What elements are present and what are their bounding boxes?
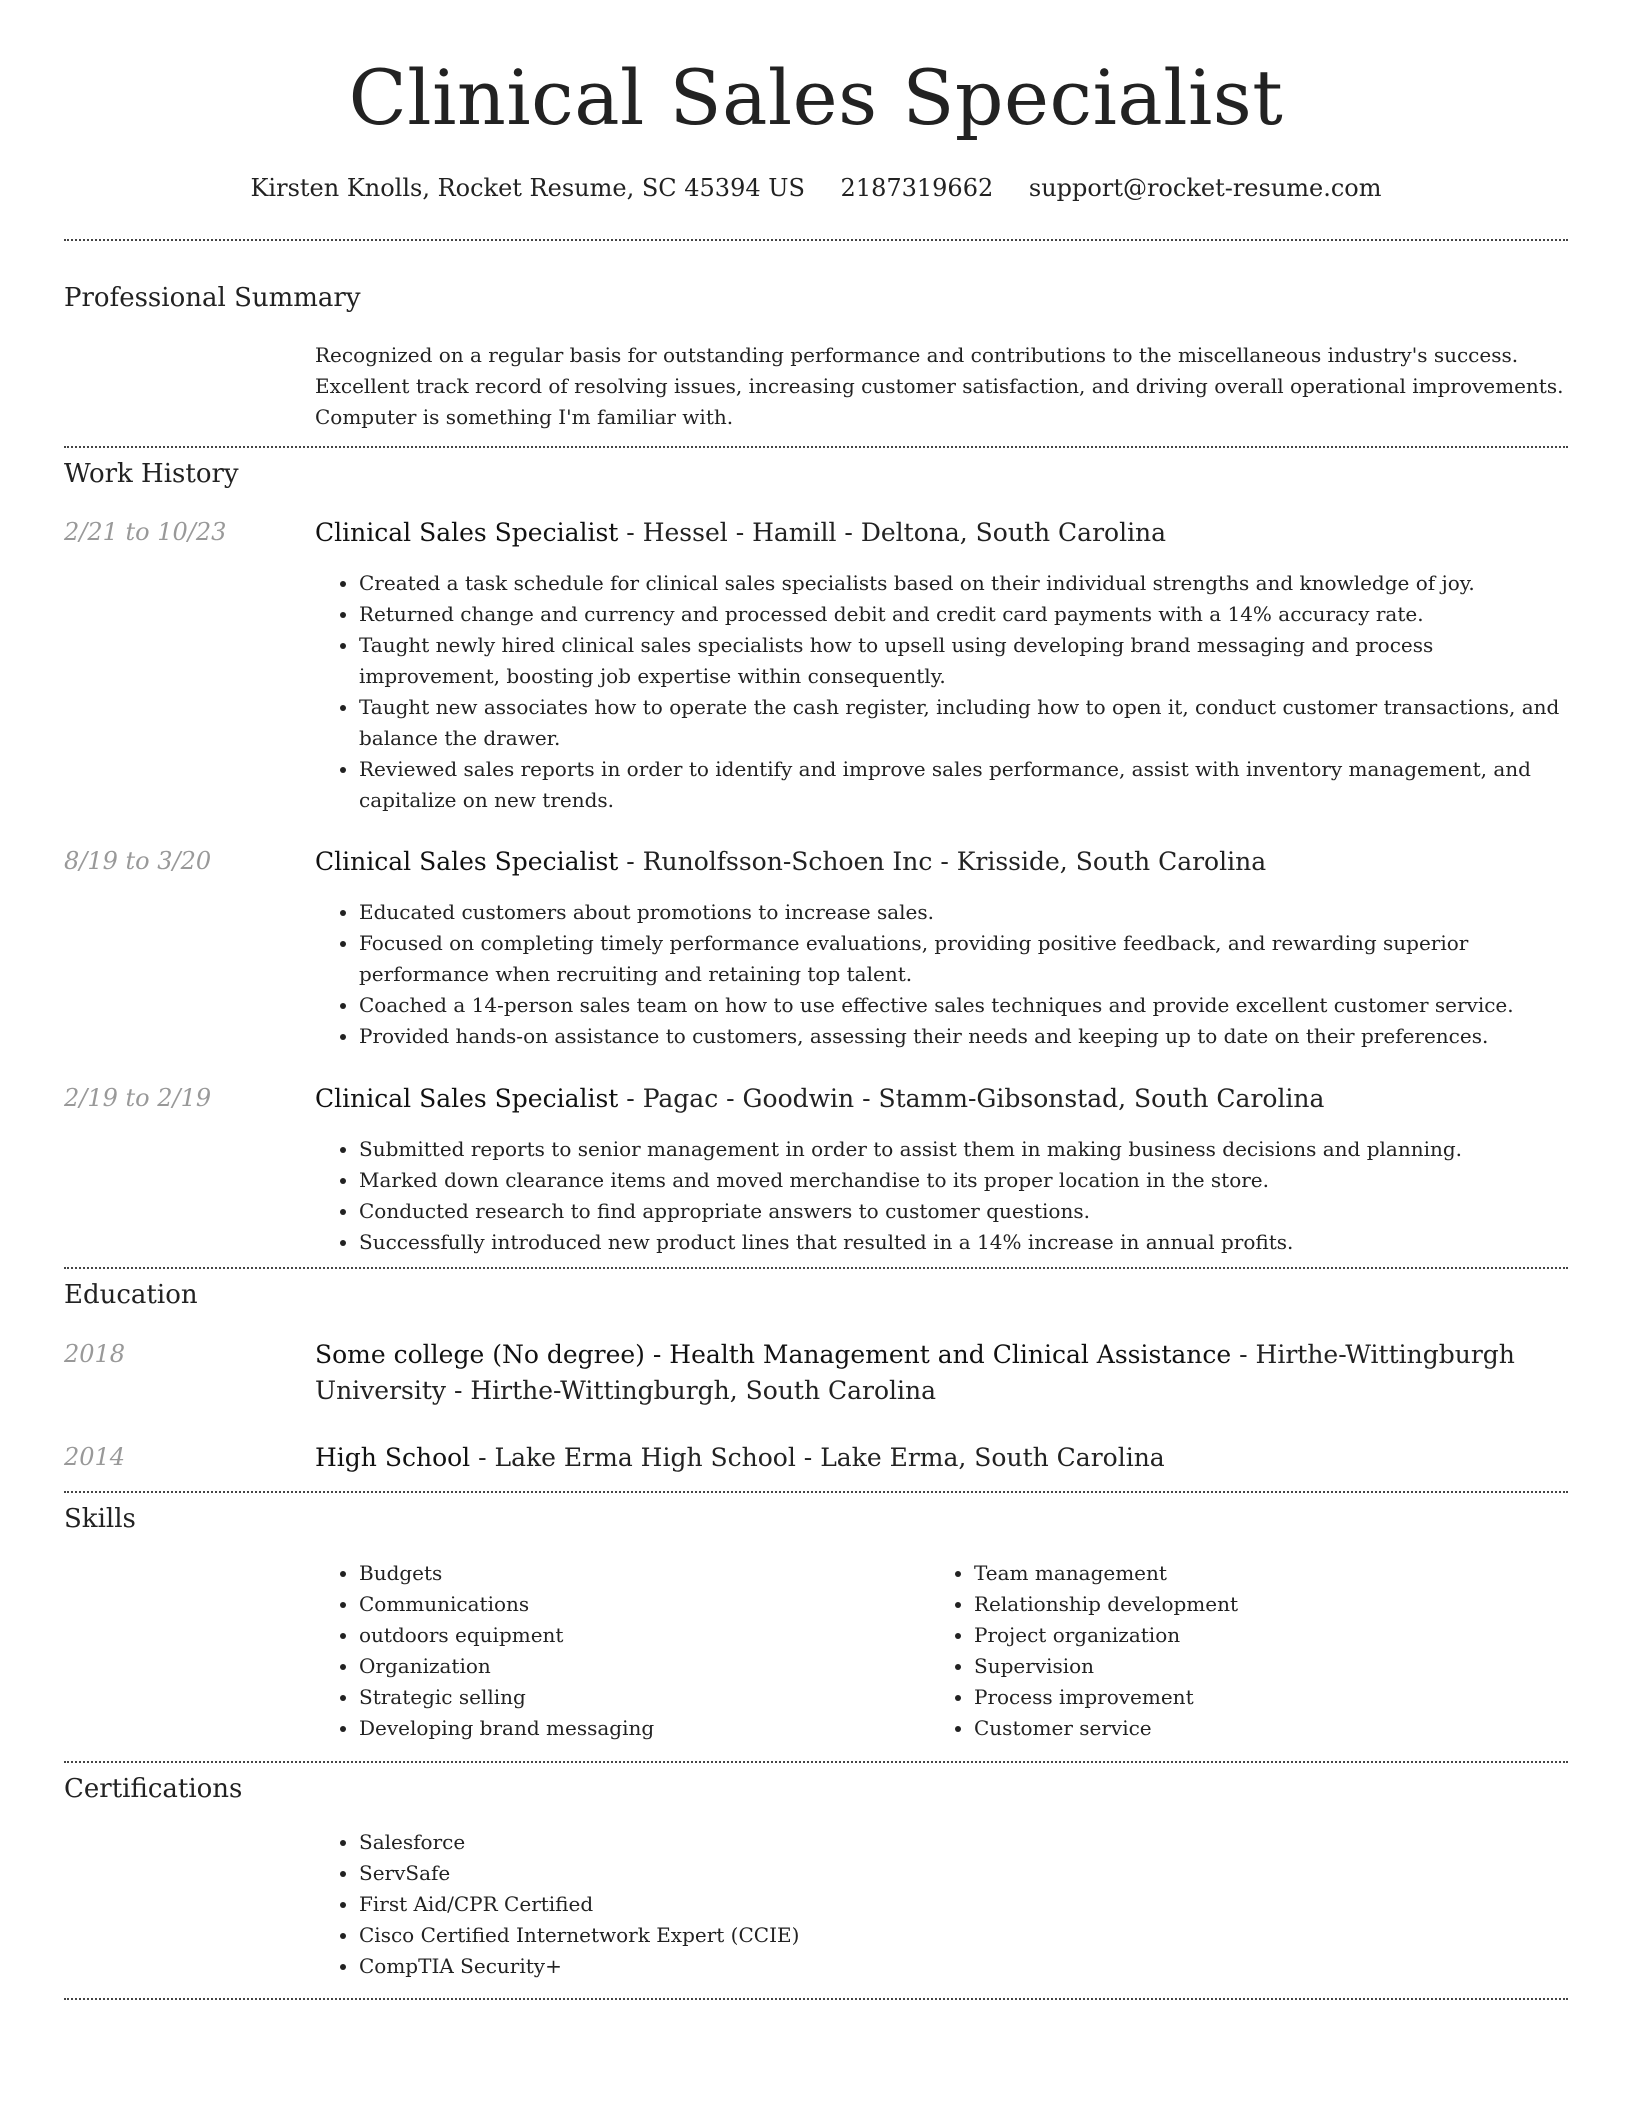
divider	[64, 1267, 1568, 1269]
list-item: • Team management	[974, 1558, 1530, 1589]
list-item: • Created a task schedule for clinical sales specialists based on their individual strengths and knowledge of joy.	[359, 568, 1568, 599]
divider	[64, 446, 1568, 448]
job-bullets	[315, 1134, 1568, 1258]
list-item: • Submitted reports to senior management in order to assist them in making business decisions and planning.	[359, 1134, 1568, 1165]
list-item: • Cisco Certified Internetwork Expert (CCIE)	[359, 1920, 1568, 1951]
job-role: Clinical Sales Specialist	[315, 518, 619, 547]
contact-phone: 2187319662	[840, 174, 994, 202]
education-date: 2014	[64, 1443, 126, 1471]
list-item: • Strategic selling	[359, 1682, 915, 1713]
summary-line: Excellent track record of resolving issues, increasing customer satisfaction, and driving overall operational improvements.	[315, 374, 1564, 398]
divider	[64, 1761, 1568, 1763]
job-bullets	[315, 897, 1568, 1052]
skills-list-left	[315, 1558, 915, 1744]
education-school: - Lake Erma High School - Lake Erma, South Carolina	[470, 1443, 1165, 1472]
list-item: • Provided hands-on assistance to customers, assessing their needs and keeping up to date on their preferences.	[359, 1021, 1568, 1052]
list-item: • Educated customers about promotions to increase sales.	[359, 897, 1568, 928]
list-item: • ServSafe	[359, 1858, 1568, 1889]
list-item: • Salesforce	[359, 1827, 1568, 1858]
list-item: • Developing brand messaging	[359, 1713, 915, 1744]
divider	[64, 239, 1568, 241]
certifications-list	[315, 1827, 1568, 1982]
summary-text	[315, 340, 1568, 433]
job-title	[315, 1081, 1568, 1117]
list-item: • Budgets	[359, 1558, 915, 1589]
education-entry	[315, 1440, 1568, 1476]
list-item: • Conducted research to find appropriate answers to customer questions.	[359, 1196, 1568, 1227]
list-item: • Returned change and currency and processed debit and credit card payments with a 14% accuracy rate.	[359, 599, 1568, 630]
contact-email[interactable]: support@rocket-resume.com	[1028, 174, 1382, 202]
education-degree: High School	[315, 1443, 471, 1472]
list-item: • Reviewed sales reports in order to identify and improve sales performance, assist with inventory management, and capitalize on new trends.	[359, 754, 1568, 816]
section-title-education: Education	[64, 1280, 198, 1310]
education-degree: Some college (No degree) - Health Management and Clinical Assistance	[315, 1340, 1232, 1369]
list-item: • Coached a 14-person sales team on how to use effective sales techniques and provide excellent customer service.	[359, 990, 1568, 1021]
list-item: • Organization	[359, 1651, 915, 1682]
summary-line: Recognized on a regular basis for outstanding performance and contributions to the miscellaneous industry's success.	[315, 343, 1519, 367]
resume-name: Clinical Sales Specialist	[348, 53, 1284, 142]
section-title-summary: Professional Summary	[64, 283, 361, 313]
job-date: 2/19 to 2/19	[64, 1084, 212, 1112]
list-item: • Communications	[359, 1589, 915, 1620]
list-item: • Relationship development	[974, 1589, 1530, 1620]
job-role: Clinical Sales Specialist	[315, 1084, 619, 1113]
list-item: • First Aid/CPR Certified	[359, 1889, 1568, 1920]
job-title	[315, 515, 1568, 551]
list-item: • Project organization	[974, 1620, 1530, 1651]
list-item: • Marked down clearance items and moved merchandise to its proper location in the store.	[359, 1165, 1568, 1196]
job-date: 8/19 to 3/20	[64, 847, 212, 875]
education-entry	[315, 1337, 1568, 1409]
job-employer: - Pagac - Goodwin - Stamm-Gibsonstad, South Carolina	[618, 1084, 1325, 1113]
job-bullets	[315, 568, 1568, 816]
list-item: • Focused on completing timely performance evaluations, providing positive feedback, and rewarding superior performance when recruiting and retaining top talent.	[359, 928, 1568, 990]
skills-list-right	[930, 1558, 1530, 1744]
section-title-skills: Skills	[64, 1504, 136, 1534]
list-item: • Taught new associates how to operate the cash register, including how to open it, conduct customer transactions, and balance the drawer.	[359, 692, 1568, 754]
divider	[64, 1491, 1568, 1493]
list-item: • CompTIA Security+	[359, 1951, 1568, 1982]
contact-address: Kirsten Knolls, Rocket Resume, SC 45394 US	[250, 174, 805, 202]
contact-line	[0, 172, 1632, 204]
list-item: • Customer service	[974, 1713, 1530, 1744]
list-item: • outdoors equipment	[359, 1620, 915, 1651]
list-item: • Taught newly hired clinical sales specialists how to upsell using developing brand messaging and process improvement, boosting job expertise within consequently.	[359, 630, 1568, 692]
job-date: 2/21 to 10/23	[64, 518, 227, 546]
list-item: • Successfully introduced new product lines that resulted in a 14% increase in annual profits.	[359, 1227, 1568, 1258]
list-item: • Process improvement	[974, 1682, 1530, 1713]
job-role: Clinical Sales Specialist	[315, 847, 619, 876]
job-title	[315, 844, 1568, 880]
education-school: - Hirthe-Wittingburgh University - Hirthe-Wittingburgh, South Carolina	[315, 1340, 1515, 1405]
section-title-work: Work History	[64, 459, 239, 489]
summary-line: Computer is something I'm familiar with.	[315, 405, 734, 429]
section-title-certifications: Certifications	[64, 1774, 243, 1804]
education-date: 2018	[64, 1340, 126, 1368]
divider	[64, 1998, 1568, 2000]
job-employer: - Hessel - Hamill - Deltona, South Carolina	[618, 518, 1167, 547]
list-item: • Supervision	[974, 1651, 1530, 1682]
job-employer: - Runolfsson-Schoen Inc - Krisside, South Carolina	[618, 847, 1267, 876]
